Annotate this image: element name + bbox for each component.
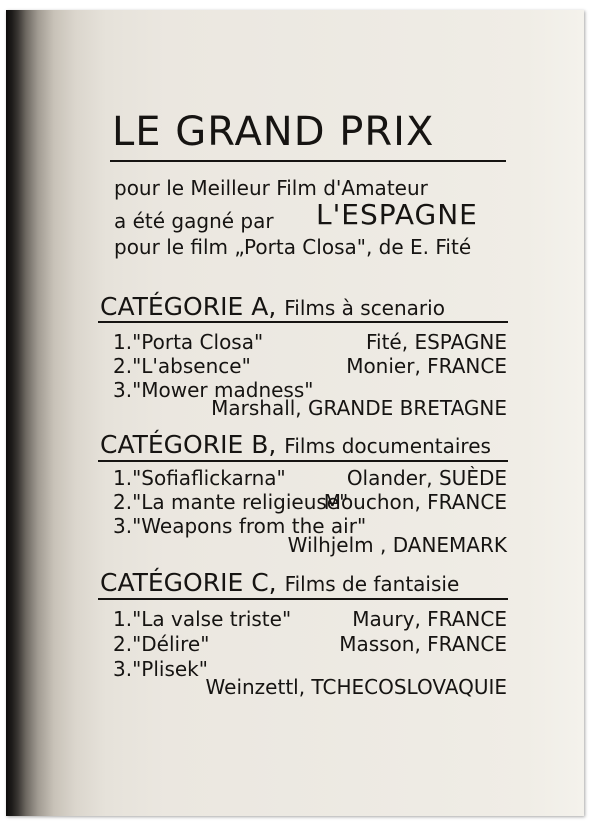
intro-line-3: pour le film „Porta Closa", de E. Fité	[114, 235, 472, 259]
category-b-entry-1-credit: Olander, SUÈDE	[346, 466, 507, 490]
category-c-entry-2-film: 2."Délire"	[113, 632, 210, 656]
intro-line-1: pour le Meilleur Film d'Amateur	[114, 176, 428, 200]
category-b-subtitle: Films documentaires	[284, 434, 491, 458]
category-c-entry-3-film: 3."Plisek"	[113, 657, 208, 681]
category-b-entry-3-credit: Wilhjelm , DANEMARK	[287, 533, 507, 557]
category-c-rule	[98, 598, 508, 600]
category-b-rule	[98, 460, 508, 462]
title-underline	[110, 160, 506, 162]
category-c-entry-3-credit: Weinzettl, TCHECOSLOVAQUIE	[205, 675, 507, 699]
category-a-entry-3-credit: Marshall, GRANDE BRETAGNE	[211, 396, 507, 420]
category-a-entry-1-credit: Fité, ESPAGNE	[365, 330, 507, 354]
category-c-entry-1-credit: Maury, FRANCE	[352, 607, 507, 631]
category-c-label: CATÉGORIE C,	[100, 568, 277, 597]
category-c-entry-1-film: 1."La valse triste"	[113, 607, 292, 631]
category-a-rule	[98, 321, 508, 323]
category-b-entry-2-credit: Mouchon, FRANCE	[323, 490, 507, 514]
winner-country: L'ESPAGNE	[316, 198, 478, 231]
category-b-entry-2-film: 2."La mante religieuse"	[113, 490, 349, 514]
category-c-entry-2-credit: Masson, FRANCE	[339, 632, 507, 656]
category-a-subtitle: Films à scenario	[284, 296, 445, 320]
category-c-subtitle: Films de fantaisie	[284, 572, 460, 596]
category-a-label: CATÉGORIE A,	[100, 292, 277, 321]
category-a-entry-3-film: 3."Mower madness"	[113, 378, 314, 402]
category-c-heading	[100, 570, 459, 595]
category-b-heading	[100, 432, 491, 457]
category-a-entry-2-credit: Monier, FRANCE	[346, 354, 507, 378]
page-title: LE GRAND PRIX	[112, 109, 435, 155]
category-a-entry-1-film: 1."Porta Closa"	[113, 330, 264, 354]
category-a-entry-2-film: 2."L'absence"	[113, 354, 251, 378]
category-b-label: CATÉGORIE B,	[100, 430, 277, 459]
category-a-heading	[100, 294, 445, 319]
category-b-entry-1-film: 1."Sofiaflickarna"	[113, 466, 286, 490]
category-b-entry-3-film: 3."Weapons from the air"	[113, 514, 367, 538]
intro-line-2: a été gagné par	[114, 209, 274, 233]
